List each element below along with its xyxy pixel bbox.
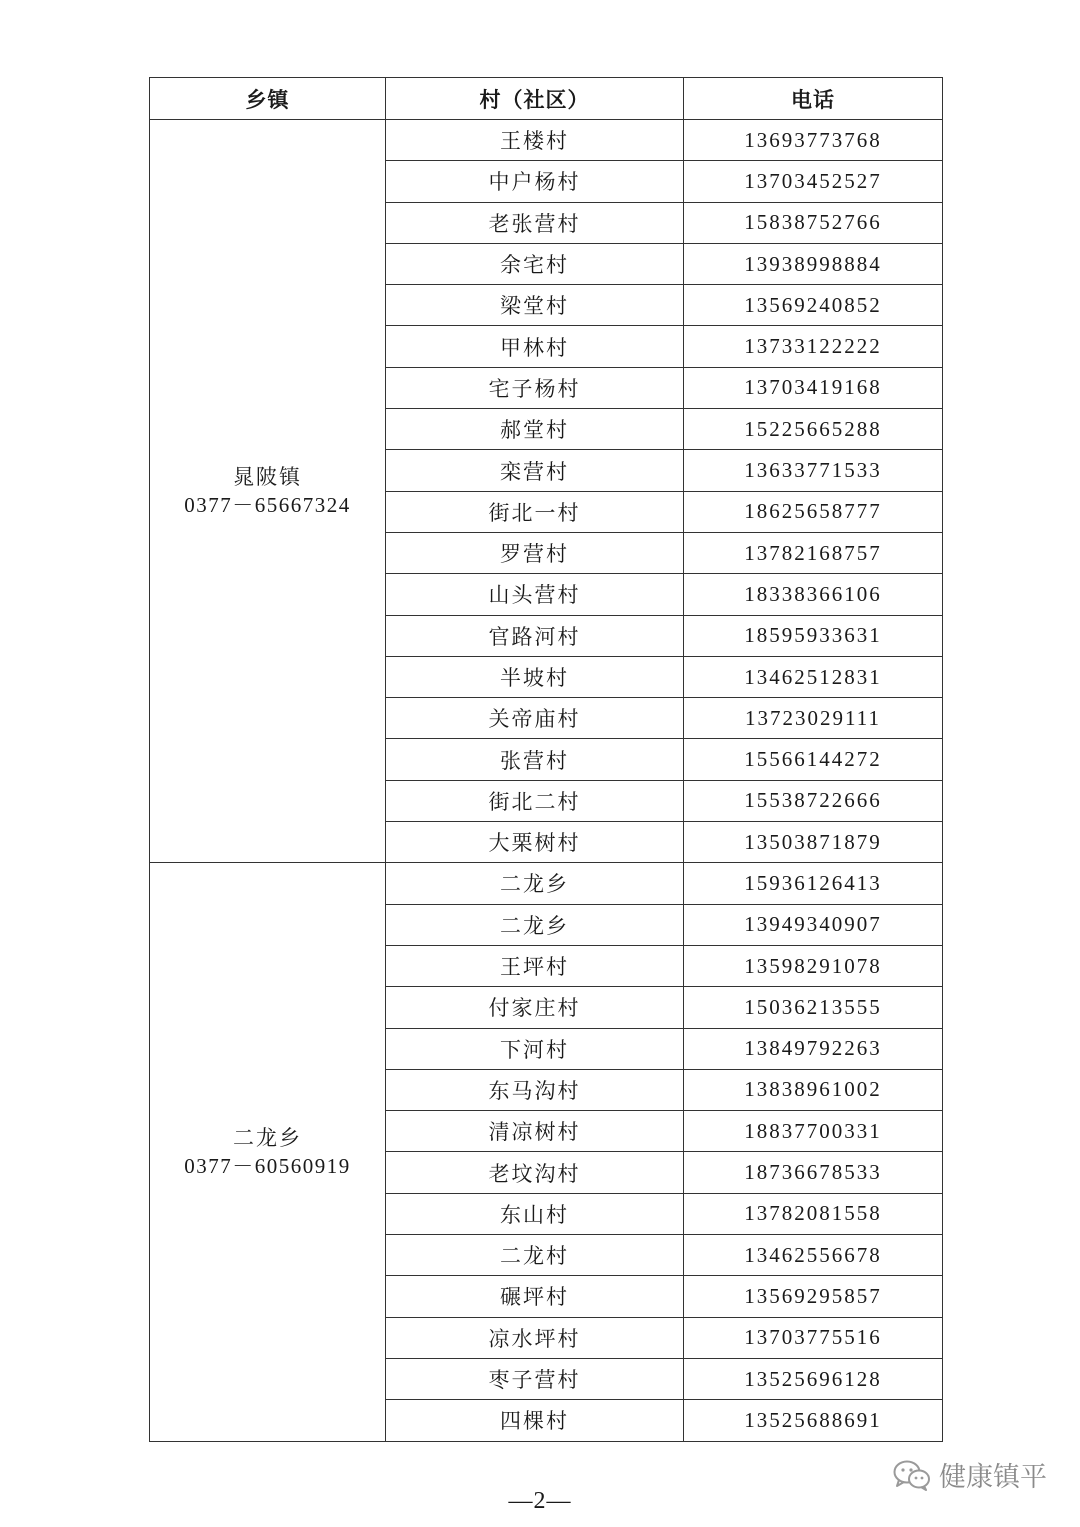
table-row: [150, 120, 943, 161]
phone-cell: 13733122222: [684, 326, 943, 367]
town-phone: 0377－60560919: [184, 1153, 351, 1178]
village-cell: 甲林村: [386, 326, 684, 367]
phone-cell: 15566144272: [684, 739, 943, 780]
phone-cell: 13503871879: [684, 822, 943, 863]
phone-cell: 13462512831: [684, 656, 943, 697]
village-cell: 街北二村: [386, 780, 684, 821]
village-cell: 官路河村: [386, 615, 684, 656]
town-name: 二龙乡: [233, 1125, 302, 1150]
phone-cell: 13703452527: [684, 161, 943, 202]
phone-cell: 18625658777: [684, 491, 943, 532]
village-cell: 关帝庙村: [386, 698, 684, 739]
village-cell: 二龙乡: [386, 904, 684, 945]
phone-cell: 15936126413: [684, 863, 943, 904]
village-cell: 张营村: [386, 739, 684, 780]
phone-cell: 18338366106: [684, 574, 943, 615]
village-cell: 山头营村: [386, 574, 684, 615]
phone-cell: 13525696128: [684, 1358, 943, 1399]
village-cell: 街北一村: [386, 491, 684, 532]
village-cell: 碾坪村: [386, 1276, 684, 1317]
village-cell: 郝堂村: [386, 409, 684, 450]
phone-cell: 13938998884: [684, 243, 943, 284]
table-row: [150, 863, 943, 904]
table-header: [150, 78, 943, 120]
village-cell: 半坡村: [386, 656, 684, 697]
page-number: —2—: [508, 1488, 572, 1514]
phone-cell: 13703419168: [684, 367, 943, 408]
phone-cell: 13633771533: [684, 450, 943, 491]
header-phone: 电话: [684, 78, 943, 120]
phone-cell: 13782081558: [684, 1193, 943, 1234]
phone-cell: 15838752766: [684, 202, 943, 243]
phone-cell: 13849792263: [684, 1028, 943, 1069]
village-cell: 老张营村: [386, 202, 684, 243]
table-body: [150, 120, 943, 1442]
town-cell: [150, 120, 386, 863]
header-village: 村（社区）: [386, 78, 684, 120]
phone-cell: 13693773768: [684, 120, 943, 161]
town-phone: 0377－65667324: [184, 493, 351, 518]
phone-cell: 18595933631: [684, 615, 943, 656]
village-cell: 中户杨村: [386, 161, 684, 202]
phone-cell: 13703775516: [684, 1317, 943, 1358]
village-cell: 栾营村: [386, 450, 684, 491]
phone-cell: 15538722666: [684, 780, 943, 821]
phone-cell: 13569240852: [684, 285, 943, 326]
header-row: [150, 78, 943, 120]
village-cell: 东山村: [386, 1193, 684, 1234]
phone-cell: 13569295857: [684, 1276, 943, 1317]
village-cell: 罗营村: [386, 532, 684, 573]
village-cell: 凉水坪村: [386, 1317, 684, 1358]
village-cell: 二龙村: [386, 1235, 684, 1276]
village-cell: 王楼村: [386, 120, 684, 161]
phone-cell: 18837700331: [684, 1111, 943, 1152]
town-name: 晁陂镇: [233, 465, 302, 490]
phone-cell: 18736678533: [684, 1152, 943, 1193]
watermark-text: 健康镇平: [939, 1462, 1047, 1493]
phone-cell: 13462556678: [684, 1235, 943, 1276]
phone-cell: 15225665288: [684, 409, 943, 450]
village-cell: 梁堂村: [386, 285, 684, 326]
village-cell: 大栗树村: [386, 822, 684, 863]
village-cell: 付家庄村: [386, 987, 684, 1028]
village-cell: 下河村: [386, 1028, 684, 1069]
phone-cell: 13598291078: [684, 945, 943, 986]
wechat-icon: [893, 1459, 931, 1491]
header-town: 乡镇: [150, 78, 386, 120]
village-cell: 清凉树村: [386, 1111, 684, 1152]
village-cell: 宅子杨村: [386, 367, 684, 408]
phone-cell: 13525688691: [684, 1400, 943, 1441]
village-cell: 余宅村: [386, 243, 684, 284]
village-cell: 东马沟村: [386, 1069, 684, 1110]
phone-cell: 13782168757: [684, 532, 943, 573]
village-cell: 四棵村: [386, 1400, 684, 1441]
contact-table: [149, 77, 943, 1442]
phone-cell: 13838961002: [684, 1069, 943, 1110]
village-cell: 老坟沟村: [386, 1152, 684, 1193]
village-cell: 枣子营村: [386, 1358, 684, 1399]
village-cell: 王坪村: [386, 945, 684, 986]
phone-cell: 13723029111: [684, 698, 943, 739]
phone-cell: 13949340907: [684, 904, 943, 945]
village-cell: 二龙乡: [386, 863, 684, 904]
phone-cell: 15036213555: [684, 987, 943, 1028]
town-cell: [150, 863, 386, 1441]
